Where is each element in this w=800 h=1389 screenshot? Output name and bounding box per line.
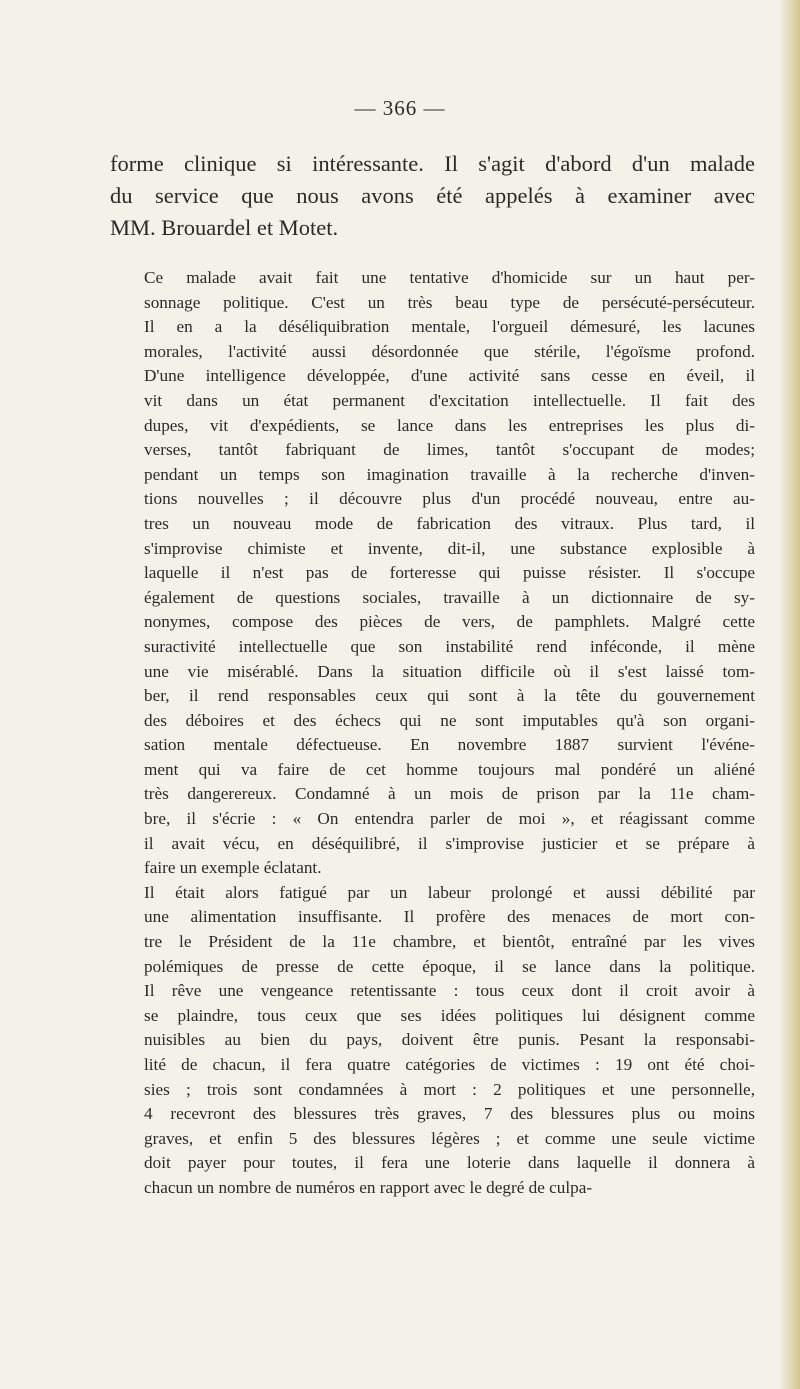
text-line: se plaindre, tous ceux que ses idées politiques lui désignent comme bbox=[144, 1005, 755, 1025]
text-line: des déboires et des échecs qui ne sont imputables qu'à son organi- bbox=[144, 710, 755, 730]
text-line: du service que nous avons été appelés à examiner avec bbox=[110, 183, 755, 208]
text-line: sonnage politique. C'est un très beau type de persécuté-persécuteur. bbox=[144, 292, 755, 312]
text-line: D'une intelligence développée, d'une activité sans cesse en éveil, il bbox=[144, 366, 755, 386]
text-line: tres un nouveau mode de fabrication des vitraux. Plus tard, il bbox=[144, 513, 755, 533]
text-line: Ce malade avait fait une tentative d'homicide sur un haut per- bbox=[144, 268, 755, 287]
text-line: dupes, vit d'expédients, se lance dans les entreprises les plus di- bbox=[144, 415, 755, 435]
text-line: 4 recevront des blessures très graves, 7 des blessures plus ou moins bbox=[144, 1104, 755, 1124]
text-line: Il en a la déséliquibration mentale, l'orgueil démesuré, les lacunes bbox=[144, 317, 755, 337]
text-line: ment qui va faire de cet homme toujours mal pondéré un aliéné bbox=[144, 759, 755, 779]
body-text bbox=[110, 266, 755, 1201]
text-line: s'improvise chimiste et invente, dit-il, une substance explosible à bbox=[144, 538, 755, 558]
text-line: MM. Brouardel et Motet. bbox=[110, 215, 339, 240]
text-line: polémiques de presse de cette époque, il se lance dans la politique. bbox=[144, 956, 755, 976]
text-line: Il rêve une vengeance retentissante : tous ceux dont il croit avoir à bbox=[144, 981, 755, 1001]
text-line: morales, l'activité aussi désordonnée que stérile, l'égoïsme profond. bbox=[144, 341, 755, 361]
text-line: ber, il rend responsables ceux qui sont à la tête du gouvernement bbox=[144, 686, 755, 706]
paragraph-2 bbox=[110, 881, 755, 1201]
text-line: nonymes, compose des pièces de vers, de pamphlets. Malgré cette bbox=[144, 612, 755, 632]
text-line: bre, il s'écrie : « On entendra parler de moi », et réagissant comme bbox=[144, 809, 755, 829]
text-line: Il était alors fatigué par un labeur prolongé et aussi débilité par bbox=[144, 882, 755, 902]
page-edge bbox=[778, 0, 800, 1389]
text-line: suractivité intellectuelle que son instabilité rend inféconde, il mène bbox=[144, 636, 755, 656]
text-line: sies ; trois sont condamnées à mort : 2 politiques et une personnelle, bbox=[144, 1079, 755, 1099]
text-line: laquelle il n'est pas de forteresse qui puisse résister. Il s'occupe bbox=[144, 563, 755, 583]
text-line: chacun un nombre de numéros en rapport avec le degré de culpa- bbox=[144, 1177, 593, 1197]
text-line: également de questions sociales, travaille à un dictionnaire de sy- bbox=[144, 587, 755, 607]
text-line: faire un exemple éclatant. bbox=[144, 858, 322, 878]
text-line: il avait vécu, en déséquilibré, il s'improvise justicier et se prépare à bbox=[144, 833, 755, 853]
text-line: lité de chacun, il fera quatre catégories de victimes : 19 ont été choi- bbox=[144, 1055, 755, 1074]
text-line: nuisibles au bien du pays, doivent être punis. Pesant la responsabi- bbox=[144, 1030, 755, 1050]
text-line: forme clinique si intéressante. Il s'agit d'abord d'un malade bbox=[110, 151, 755, 176]
text-line: pendant un temps son imagination travaille à la recherche d'inven- bbox=[144, 464, 755, 484]
text-line: doit payer pour toutes, il fera une loterie dans laquelle il donnera à bbox=[144, 1153, 755, 1173]
text-line: tre le Président de la 11e chambre, et bientôt, entraîné par les vives bbox=[144, 932, 755, 952]
text-line: sation mentale défectueuse. En novembre 1887 survient l'événe- bbox=[144, 735, 755, 755]
text-line: graves, et enfin 5 des blessures légères ; et comme une seule victime bbox=[144, 1128, 755, 1148]
text-line: une vie misérablé. Dans la situation difficile où il s'est laissé tom- bbox=[144, 661, 755, 681]
intro-text bbox=[110, 148, 755, 244]
text-line: verses, tantôt fabriquant de limes, tantôt s'occupant de modes; bbox=[144, 440, 755, 460]
text-line: très dangerereux. Condamné à un mois de prison par la 11e cham- bbox=[144, 784, 755, 804]
page-number: — 366 — bbox=[354, 96, 446, 120]
text-line: tions nouvelles ; il découvre plus d'un procédé nouveau, entre au- bbox=[144, 489, 755, 509]
text-line: une alimentation insuffisante. Il profère des menaces de mort con- bbox=[144, 907, 755, 927]
text-line: vit dans un état permanent d'excitation intellectuelle. Il fait des bbox=[144, 390, 755, 410]
paragraph-1 bbox=[110, 266, 755, 881]
